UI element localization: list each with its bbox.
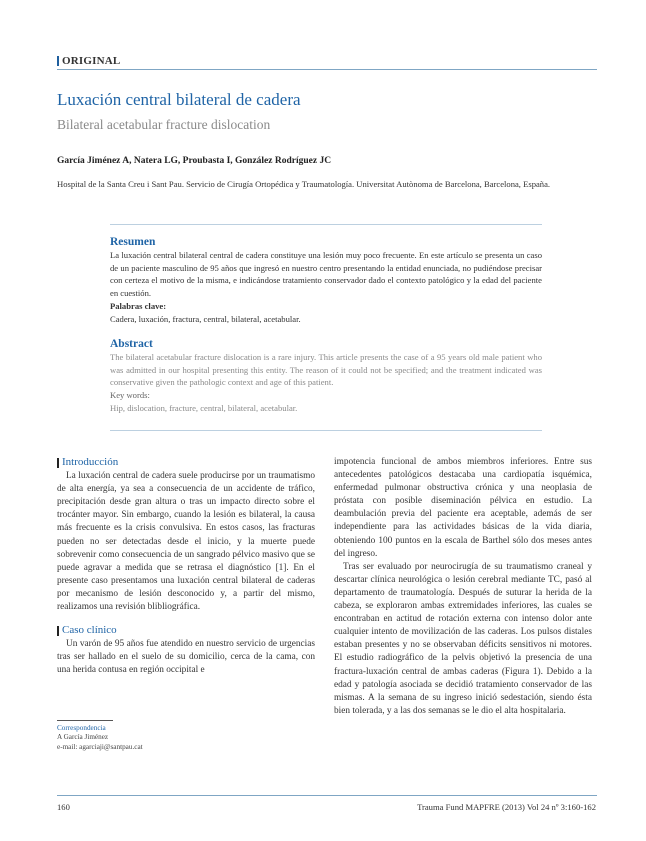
correspondence-heading: Correspondencia: [57, 724, 106, 732]
resumen-block: [110, 236, 542, 326]
correspondence-name: A García Jiménez: [57, 733, 109, 742]
section-label-text: ORIGINAL: [62, 55, 121, 67]
caso-clinico-paragraph-continued: impotencia funcional de ambos miembros inferiores. Entre sus antecedentes patológicos destacaba una cardiopatía isquémica, enfermedad pulmonar obstructiva crónica y una neoplasia de próstata con posible diseminación pélvica en estudio. La deambulación previa del paciente era aceptable, además de ser independiente para las actividades básicas de la vida diaria, obteniendo 100 puntos en la escala de Barthel sólo dos meses antes del ingreso.: [334, 457, 592, 559]
correspondence-block: [57, 724, 143, 752]
journal-citation: Trauma Fund MAPFRE (2013) Vol 24 nº 3:160-162: [417, 802, 596, 812]
resumen-heading: Resumen: [110, 236, 156, 248]
introduccion-paragraph: La luxación central de cadera suele producirse por un traumatismo de alta energía, ya sea a consecuencia de un accidente de tráfico, precipitación desde gran altura o tras un impacto directo sobre el trocánter mayor. Sin embargo, cuando la lesión es bilateral, la causa más frecuente es la crisis convulsiva. En estos casos, las fracturas pueden no ser detectadas desde el inicio, y la muerte puede sobrevenir como consecuencia de un sangrado pélvico masivo que se puede agravar a medida que se retrasa el diagnóstico [1]. En el presente caso presentamos una luxación central bilateral de caderas por mecanismo de lesión desconocido y, a partir del mismo, realizamos una revisión blibliográfica.: [57, 471, 315, 613]
caso-clinico-heading-text: Caso clínico: [62, 624, 117, 637]
resumen-keywords: Cadera, luxación, fractura, central, bilateral, acetabular.: [110, 313, 301, 324]
header-divider: [57, 69, 597, 70]
correspondence-email: e-mail: agarciaji@santpau.cat: [57, 742, 143, 751]
introduccion-heading-text: Introducción: [62, 456, 119, 468]
section-label: [57, 55, 120, 67]
section-marker-icon: [57, 626, 59, 636]
section-marker-icon: [57, 458, 59, 468]
abstract-heading: Abstract: [110, 338, 153, 350]
article-authors: García Jiménez A, Natera LG, Proubasta I, González Rodríguez JC: [57, 156, 332, 166]
correspondence-divider: [57, 720, 113, 721]
abstract-keywords-label: Key words:: [110, 390, 150, 401]
abstract-block: [110, 338, 542, 415]
caso-clinico-paragraph: Tras ser evaluado por neurocirugía de su traumatismo craneal y descartar clínica neurológica o lesión cerebral mediante TC, pasó al departamento de traumatología. Después de suturar la herida de la cabeza, se exploraron ambas extremidades inferiores, las cuales se encontraban en actitud de rotación externa con intenso dolor ante cualquier intento de movilización de las caderas. Los pulsos distales estaban presentes y no se observaban déficits sensitivos ni motores. El estudio radiográfico de la pelvis objetivó la presencia de una fractura-luxación central de ambas caderas (Figura 1). Debido a la edad y patología asociada se decidió tratamiento conservador de las mismas. A la semana de su ingreso inició sedestación, siendo ésta bien tolerada, y a las dos semanas se le dio el alta hospitalaria.: [334, 561, 592, 716]
section-marker-icon: [57, 56, 59, 66]
right-column: [334, 456, 592, 718]
abstract-text: The bilateral acetabular fracture dislocation is a rare injury. This article presents the case of a 95 years old male patient who was admitted in our hospital presenting this entity. The reason of it could not be specified; and the treatment indicated was conservative given the pathologic context and age of this patient.: [110, 351, 542, 388]
abstract-keywords: Hip, dislocation, fracture, central, bilateral, acetabular.: [110, 402, 298, 413]
caso-clinico-heading: [57, 624, 315, 637]
article-affiliation: Hospital de la Santa Creu i Sant Pau. Servicio de Cirugía Ortopédica y Traumatología. Universitat Autònoma de Barcelona, Barcelona, España.: [57, 179, 551, 189]
page-number: 160: [57, 802, 70, 812]
introduccion-heading: [57, 456, 315, 469]
left-column: [57, 456, 315, 678]
abstract-bottom-divider: [110, 430, 542, 431]
article-title: Luxación central bilateral de cadera: [57, 90, 301, 109]
resumen-keywords-label: Palabras clave:: [110, 300, 167, 311]
caso-clinico-paragraph: Un varón de 95 años fue atendido en nuestro servicio de urgencias tras ser hallado en el suelo de su domicilio, cerca de la cama, con una herida contusa en región occipital e: [57, 639, 315, 676]
footer-divider: [57, 795, 597, 796]
resumen-text: La luxación central bilateral central de cadera constituye una lesión muy poco frecuente. En este artículo se presenta un caso de un paciente masculino de 95 años que ingresó en nuestro centro presentando la entidad enunciada, no pudiéndose precisar con certeza el motivo de la misma, e indicándose tratamiento conservador dado el contexto patológico y la edad del paciente en cuestión.: [110, 249, 542, 299]
article-subtitle: Bilateral acetabular fracture dislocation: [57, 117, 271, 132]
abstract-top-divider: [110, 224, 542, 225]
